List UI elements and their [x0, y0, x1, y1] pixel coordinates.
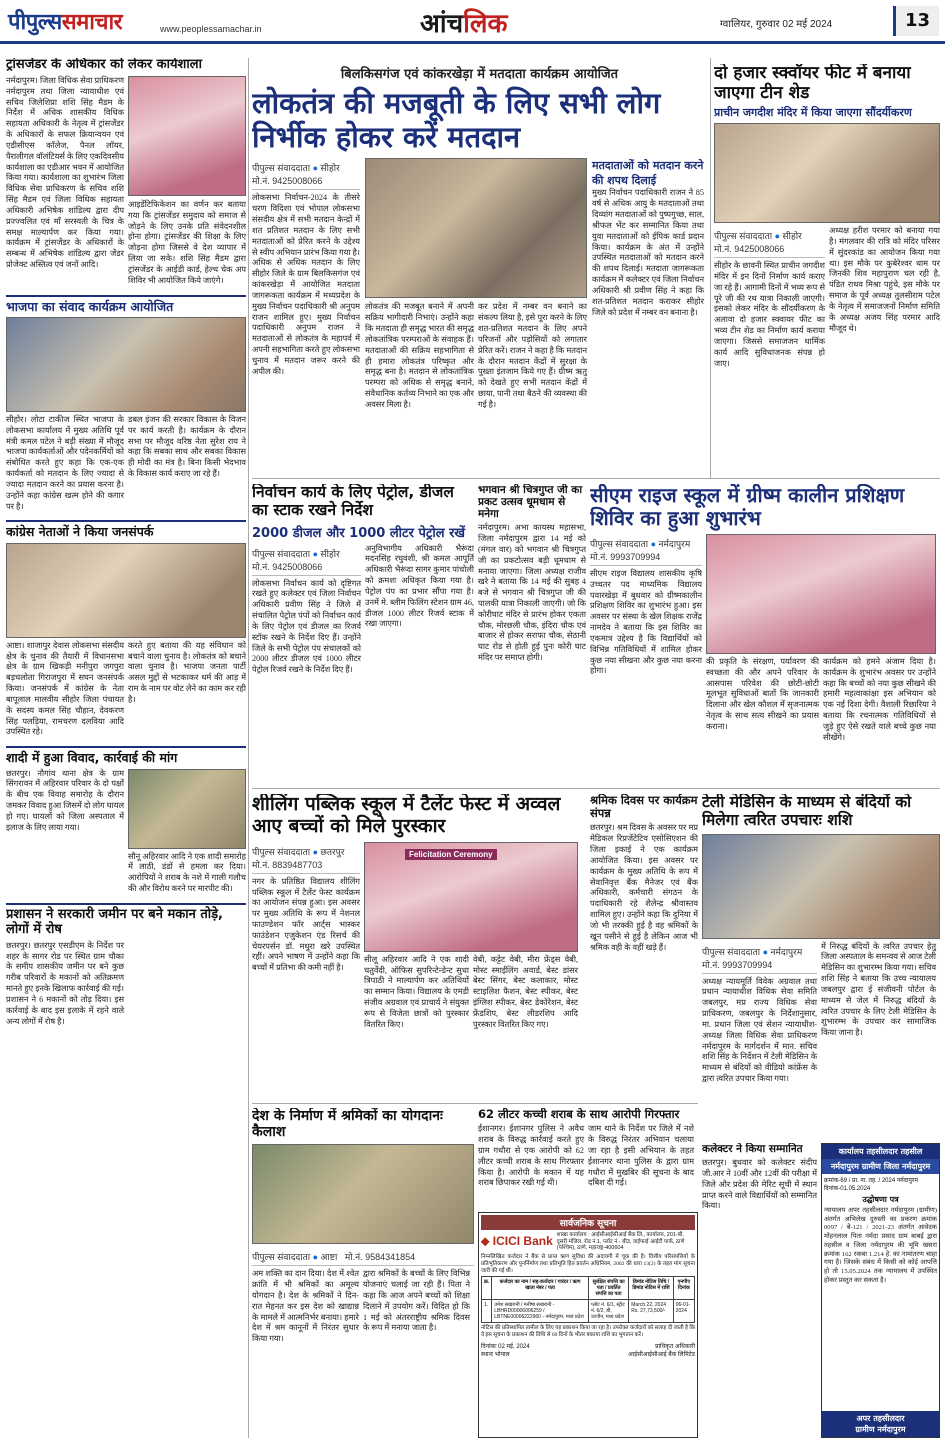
tehsil-title-b: नर्मदापुरम ग्रामीण जिला नर्मदापुरम [822, 1159, 939, 1174]
bank-place: स्थानः भोपाल [481, 1352, 510, 1359]
telemedicine-byline: पीपुल्स संवाददाता ● नर्मदापुरम मो.नं. 9993709994 [702, 942, 817, 974]
cm-rise-story [590, 484, 940, 784]
congress-text-cont: करते हुए बताया की यह संविधान को बचाने वाला चुनाव है। लोकतंत्र को बचाने वाला चुनाव है। भाजपा जनता पार्टी असल मुद्दों से भटकाकर धर्म की आड़ में राम के नाम पर वोट लेने का काम कर रही है। [128, 640, 246, 704]
tin-shed-story [714, 64, 940, 474]
workers-photo [252, 1144, 474, 1244]
liquor-headline: 62 लीटर कच्ची शराब के साथ आरोपी गिरफ्तार [478, 1108, 680, 1121]
labour-day-headline: श्रमिक दिवस पर कार्यक्रम संपन्न [590, 794, 698, 821]
lead-side-headline: मतदाताओं को मतदान करने की शपथ दिलाई [592, 159, 704, 188]
tin-shed-photo [714, 123, 940, 223]
bank-col-property: सुरक्षित संपत्ति का पता / प्रवर्तित संपत्ति का पता [588, 1277, 628, 1300]
labour-day-story [590, 794, 698, 1099]
tehsil-signatory [822, 1411, 939, 1437]
bank-col-npa: एनपीए दिनांक [673, 1277, 694, 1300]
labour-day-text: छतरपुर। श्रम दिवस के अवसर पर मप्र मेडिकल रिप्रजेंटेटिव एसोसिएशन की जिला इकाई ने एक कार्यक्रम आयोजित किया। इस अवसर पर कार्यक्रम के मुख्य अतिथि के रूप में सेवानिवृत्त बैंक मैनेजर एवं बैंक अधिकारी, कर्मचारी संगठन के पदाधिकारी रहे शैलेन्द्र श्रीवास्तव शामिल हुए। उन्होंने कहा कि दुनिया में जो भी तरक्की हुई है वह श्रमिकों के खून पसीने से हुई है लेकिन आज भी श्रमिक वही के वहीं खड़े हैं। [590, 823, 698, 952]
website-url[interactable]: www.peoplessamachar.in [160, 24, 262, 34]
workers-text-a: अम शक्ति का दान दिया। देश में श्वेत क्रांति में भी श्रमिकों का अमूल्य योगदान है। देश के श्रमिकों ने दिन-रात मेहनत कर इस देश को खाद्यान्न के मामले में आत्मनिर्भर बनाया। हमारे देश में श्रम कानूनों में निरंतर सुधार किया गया। [252, 1269, 359, 1344]
bank-row-property: प्लॉट नं. 6/1, स्ट्रीट नं. 6/2, बी, उज्जैन, मध्य प्रदेश [588, 1300, 628, 1323]
cm-rise-byline: पीपुल्स संवाददाता ● नर्मदापुरम मो.नं. 9993709994 [590, 534, 702, 566]
liquor-arrest-story [478, 1108, 698, 1208]
bank-intro: निम्नलिखित कर्जदार ने बैंक से प्राप्त ऋण सुविधा की अदायगी में चूक की है। वित्तीय परिसंपत्तियों के प्रतिभूतिकरण और पुनर्निर्माण तथा प्रतिभूति हित प्रवर्तन अधिनियम, 2002 की धारा 13(2) के तहत मांग सूचना जारी की गई थी। [481, 1253, 695, 1274]
bank-row-demand: March 22, 2024 Rs. 27,73,500/- [629, 1300, 673, 1323]
transgender-text-cont: आइडेंटिफिकेशन का वर्णन कर बताया गया कि ट्रांसजेंडर समुदाय को समाज से जोड़ने के लिए उनके प्रति संवेदनशील होना होगा। ट्रांसजेंडर की शिक्षा के लिए जोड़ना होगा जिससे वे देश व्यापार में लिया जा सके। शशि सिंह मैडम द्वारा ट्रांसजेंडर के आईडी कार्ड, हेल्थ चेक अप शिविर भी आयोजित किये जाएंगे। [128, 199, 246, 285]
lead-text-c: कर प्रदेश में नम्बर वन बनाने का संकल्प लिया है, इसे पूरा करने के लिए शत-प्रतिशत मतदान के लिए अपने परिजनों और पड़ोसियों को लगातार प्रेरित करें। राजन ने कहा है कि मतदान के दौरान मतदान केंद्रों में सुरक्षा के पुख्ता इंतजाम किये गए हैं। ग्रीष्म ऋतु को देखते हुए सभी मतदान केंद्रों में छाया, पानी तथा बैठने की व्यवस्था की गई है। [478, 302, 587, 409]
shilling-headline: शीलिंग पब्लिक स्कूल में टैलेंट फेस्ट में अव्वल आए बच्चों को मिले पुरस्कार [252, 794, 561, 837]
lead-photo [365, 158, 587, 298]
bank-address: शाखा कार्यालय : आईसीआईसीआई बैंक लि., कार्यालय, 201-बी, दूसरी मंजिल, रोड नं.1, प्लॉट नं.- बी3, वाईफाई आईटी पार्क, ठाणे (पश्चिम), ठाणे, महाराष्ट्र-400604 [556, 1232, 685, 1252]
fuel-story [252, 484, 474, 784]
tin-shed-text-a: सीहोर के छावनी स्थित प्राचीन जगदीश मंदिर में इन दिनों निर्माण कार्य कराए जा रहे हैं। आगामी दिनों में भव्य रूप से पूरे जी की रथ यात्रा निकाली जाएगी। इसको लेकर मंदिर के सौंदर्यीकरण के अलावा दो हजार स्क्वायर फीट का भव्य टीन शेड का निर्माण कार्य कराया जाएगा। जिससे समाजजन धार्मिक कार्य आदि सुविधाजनक संपन्न हो जाए। [714, 261, 825, 368]
lead-text-a: लोकसभा निर्वाचन-2024 के तीसरे चरण विदिशा एवं भोपाल लोकसभा संसदीय क्षेत्र में सभी मतदान केन्द्रों में शत प्रतिशत मतदान के लिए सभी मतदाताओं को प्रेरित करने के उद्देश्य से स्वीप अभियान प्रारंभ किया गया है। अधिक से अधिक मतदान के लिए सीहोर जिले के ग्राम बिलकिसगंज एवं कांकरखेड़ा में आयोजित मतदाता जागरूकता कार्यक्रम में मध्यप्रदेश के मुख्य निर्वाचन पदाधिकारी श्री अनुपम राजन शामिल हुए। मुख्य निर्वाचन पदाधिकारी अनुपम राजन ने मतदाताओं से लोकतंत्र के महापर्व में अपनी सहभागिता करते हुए लोकसभा चुनाव में मतदान जरूर करने की अपील की। [252, 193, 360, 376]
wedding-dispute-headline: शादी में हुआ विवाद, कार्रवाई की मांग [6, 746, 246, 765]
bank-logo-icon: ⬥ [481, 1234, 490, 1249]
bank-notice [478, 1212, 698, 1438]
wedding-dispute-text-cont: सौनू अहिरवार आदि ने एक शादी समारोह में लाठी, डंडों से हमला कर दिया। आरोपियों ने शराब के नशे में गाली गलौच की और विरोध करने पर मारपीट की। [128, 851, 246, 894]
workers-text-b: द्वारा श्रमिकों के बच्चों के लिए विभिन्न योजनाएं चलाई जा रही हैं। पिता ने कहा कि आज अपने बच्चों को शिक्षा दिलाने में उपयोग करें। विदित हो कि 1 मई को अंतरराष्ट्रीय श्रमिक दिवस के रूप में मनाया जाता है। [363, 1269, 470, 1333]
shilling-school-story [252, 794, 582, 1099]
bank-row-sr: 1. [482, 1300, 492, 1323]
bank-signatory: प्राधिकृत अधिकारी [655, 1344, 695, 1351]
newspaper-logo[interactable] [8, 6, 122, 36]
tehsil-notice [821, 1143, 940, 1438]
fuel-subhead: 2000 डीजल और 1000 लीटर पेट्रोल रखें [252, 525, 466, 541]
tehsil-notice-title: उद्घोषणा पत्र [862, 1195, 899, 1204]
section-title-b: लिक [463, 9, 508, 39]
telemedicine-text-a: अध्यक्ष न्यायमूर्ति विवेक अग्रवाल तथा प्रधान न्यायाधीश विधिक सेवा समिति जबलपुर, मप्र राज्य विधिक सेवा प्राधिकरण, जबलपुर के निर्देशानुसार, मा. प्रधान जिला एवं सेशन न्यायाधीश-अध्यक्ष जिला विधिक सेवा प्राधिकरण नर्मदापुरम के मार्गदर्शन में मान. सचिव शशि सिंह के निर्देशन में टेली मेडिसिन के माध्यम से बंदियों को वीडियो कांफ्रेंस के द्वारा त्वरित उपचार किया गया। [702, 976, 817, 1084]
lead-story [252, 64, 707, 474]
shilling-photo [364, 842, 578, 952]
bank-notice-table [481, 1276, 695, 1323]
tehsil-sign-a: अपर तहसीलदार [856, 1414, 905, 1423]
tehsil-case: क्रमांक-69 / प्रा. ना. तह. / 2024 नर्मदापुरम दिनांक-01.05.2024 [824, 1178, 918, 1192]
lead-headline: लोकतंत्र की मजबूती के लिए सभी लोग निर्भीक होकर करें मतदान [252, 86, 661, 155]
cm-rise-text-a: सीएम राइज विद्यालय शासकीय कृषि उच्चतर पद माध्यमिक विद्यालय पवारखेड़ा में बुधवार को ग्रीष्मकालीन प्रशिक्षण शिविर का शुभारंभ हुआ। इस अवसर पर संस्था के खेल शिक्षक राजेंद्र नामदेव ने बताया कि इस शिविर का एकमात्र उद्देश्य है कि विद्यार्थियों को विभिन्न गतिविधियों में शामिल होकर कुछ नया सीखना और कुछ नया करना होगा। [590, 569, 702, 676]
shilling-byline: पीपुल्स संवाददाता ● छतरपुर मो.नं. 8839487703 [252, 842, 360, 874]
lead-text-b: लोकतंत्र की मजबूत बनाने में अपनी सक्रिय भागीदारी निभाएं। उन्होंने कहा कि मतदाता ही समृद्ध भारत की समृद्ध लोकतांत्रिक परम्पराओं के संवाहक हैं। मतदाताओं की सक्रिय सहभागिता से ही हमारा लोकतंत्र परिष्कृत और समृद्ध बना है। मतदान से लोकतांत्रिक परम्परा को अधिक से समृद्ध बनाने, संवैधानिक कर्तव्य निभाने का एक और अवसर मिला है। [365, 302, 474, 409]
chitragupt-headline: भगवान श्री चित्रगुप्त जी का प्रकट उत्सव धूमधाम से मनेगा [478, 484, 583, 521]
congress-headline: कांग्रेस नेताओं ने किया जनसंपर्क [6, 520, 246, 539]
tin-shed-headline: दो हजार स्क्वॉयर फीट में बनाया जाएगा टीन शेड [714, 64, 911, 103]
bank-signatory-org: आईसीआईसीआई बैंक लिमिटेड [628, 1352, 695, 1359]
tin-shed-text-b: अध्यक्ष हरीश परमार को बनाया गया है। मंगलवार की रात्रि को मंदिर परिसर में सुंदरकांड का आयोजन किया गया था। इस मौके पर कुबेरेश्वर धाम पर जिनकी शिव महापुराण चल रही है, पंडित राधव मिश्रा पहुंचे, इस मौके पर समाज के पूर्व अध्यक्ष तुलसीराम पटेल के नेतृत्व में समाजजनों निर्माण समिति के अध्यक्ष अजय सिंह परमार आदि मौजूद थे। [829, 226, 940, 333]
shilling-text-b: सीलू अहिरवार आदि ने एक शादी चतुर्वेदी, ऑफिस सुपरिन्टेन्डेन्ट सुधा त्रिपाठी ने माल्यार्पण कर अतिथियों का सम्मान किया। विद्यालय के एमडी संजीव अग्रवाल एवं प्राचार्य ने संयुक्त रूप से विजेता छात्रों को पुरस्कार वितरित किए। [364, 954, 469, 1029]
collector-text: छतरपुर। बुधवार को कलेक्टर संदीप जी.आर ने 10वीं और 12वीं की परीक्षा में जिले और प्रदेश की मेरिट सूची में स्थान प्राप्त करने वाले विद्यार्थियों को सम्मानित किया। [702, 1158, 817, 1211]
transgender-headline: ट्रांसजेंडर के अधिकार को लेकर कार्यशाला [6, 58, 202, 72]
logo-part-b: समाचार [61, 10, 123, 35]
bank-footer: नोटिस की प्रतिस्थापित तामील के लिए यह प्रकाशन किया जा रहा है। उपरोक्त कर्जदारों को सलाह दी जाती है कि वे इस सूचना के प्रकाशन की तिथि से 60 दिनों के भीतर बकाया राशि का भुगतान करें। [481, 1325, 695, 1339]
bjp-text-cont: डबल इंजन की सरकार विकास के विजन पर कार्य करती है। कार्यक्रम के दौरान सभा पर मौजूद वरिष्ठ नेता सुरेश राय ने कहा कि सबका साथ और सबका विकास ही मोदी का मंत्र है। बिना किसी भेदभाव के विकास कार्य कराए जा रहे हैं। [128, 414, 246, 479]
bank-col-sr: क्र. [482, 1277, 492, 1300]
congress-photo [6, 543, 246, 638]
bank-date: दिनांकः 02 मई, 2024 [481, 1344, 530, 1351]
lead-kicker: बिलकिसगंज एवं कांकरखेड़ा में मतदाता कार्यक्रम आयोजित [340, 67, 619, 82]
fuel-text-b: अनुविभागीय अधिकारी भैरूंदा मदनसिंह रघुवंशी, श्री कमल आपूर्ति अधिकारी भैरूंदा सागर कुमार पांचोली को क्रमशः अधिकृत किया गया है। पेट्रोल पंप का प्रभार सौंपा गया है। उनमें मे. ब्लीम फिलिंग स्टेशन ग्राम 46, डीजल 1000 लीटर रिजर्व स्टाक में रखा जाएगा। [365, 543, 474, 629]
tehsil-text: न्यायालय अपर तहसीलदार नर्मदापुरम (ग्रामीण) अंतर्गत अभिलेख दुरुस्ती का प्रकरण क्रमांक 0097 / बे-121 / 2021-23 अंतर्गत आवेदक मोहनलाल पिता नर्मदा प्रसाद ग्राम बाबई द्वारा तहसील व जिला नर्मदापुरम की भूमि खसरा क्रमांक 162 रकबा 1.214 हे. का नामांतरण चाहा गया है। जिसके संबंध में किसी को कोई आपत्ति हो तो 15.05.2024 तक न्यायालय में उपस्थित होकर प्रस्तुत कर सकता है। [824, 1207, 937, 1284]
chitragupt-text: नर्मदापुरम। अभा कायस्थ महासभा, जिला नर्मदापुरम द्वारा 14 मई को (मंगल वार) को भगवान श्री चित्रगुप्त जी का प्रकटोत्सव बड़ी धूमधाम से मनाया जाएगा। जिला अध्यक्ष राजीव खरे ने बताया कि 14 मई की सुबह 4 बजे से भगवान श्री चित्रगुप्त जी की पालकी यात्रा निकाली जाएगी। जो कि कोरीघाट मंदिर से प्रारंभ होकर एकता चौक, मोरछली चौक, इंदिरा चौक एवं बाजार से होकर सराफा चौक, सेठानी घाट रोड से होती हुई पुनः कोरी घाट मंदिर पर समाप्त होगी। [478, 523, 586, 663]
left-column [6, 58, 246, 1438]
section-title [420, 4, 507, 40]
chitragupt-story [478, 484, 586, 784]
telemedicine-story [702, 794, 940, 1139]
bank-col-name: कर्जदार का नाम / सह-कर्जदार / गारंटर / ऋण खाता नंबर / पता [492, 1277, 589, 1300]
fuel-headline: निर्वाचन कार्य के लिए पेट्रोल, डीजल का स्टाक रखने निर्देश [252, 484, 454, 519]
logo-part-a: पीपुल्स [8, 10, 62, 35]
cm-rise-headline: सीएम राइज स्कूल में ग्रीष्म कालीन प्रशिक्षण शिविर का हुआ शुभारंभ [590, 484, 905, 530]
congress-text: आष्टा। शाजापुर देवास लोकसभा संसदीय क्षेत्र के चुनाव की तैयारी में विधानसभा क्षेत्र के ग्राम खिकड़ी मनीपुरा जगपुरा बड़चलोता गिराजपुरा में सघन जनसंपर्क किया। जनसंपर्क में कांग्रेस के नेता बापूलाल मालवीय सीहोर जिला पंचायत के सदस्य कमल सिंह चौहान, देवकरण सिंह पलड़िया, रामचरण दलविया आदि उपस्थित रहे। [6, 640, 124, 737]
cm-rise-photo [706, 534, 936, 654]
transgender-text: नर्मदापुरम। जिला विधिक सेवा प्राधिकरण नर्मदापुरम तथा जिला न्यायाधीश एवं सचिव जिलेशिप्रा शशि सिंह मैडम के निर्देश में अधिक शासकीय विधिक सहायता अधिकारी के नेतृत्व में ट्रांसजेंडर के अधिकारों के सफल क्रियान्वयन एवं एडीसीएस कॉलेज, पैनल लॉयर, पैरालीगल वॉलंटियर्स के लिए एकदिवसीय कार्यशाला का एडीआर भवन में आयोजित किया गया। कार्यशाला का शुभारंभ जिला विधिक सेवा प्राधिकरण के सचिव शशि सिंह मैडम एवं जिला विधिक सहायता अधिकारी अभिषेक शांडिल्य द्वारा दीप प्रज्ज्वलित एवं माँ सरस्वती के चित्र के समक्ष माल्यार्पण कर किया गया। कार्यक्रम में ट्रांसजेंडर के अधिकारों के सम्बन्ध में अभिषेक शांडिल्य द्वारा जेंडर प्रोजेक्ट अस्तित्व एवं जनों आदि। [6, 75, 124, 270]
wedding-dispute-photo [128, 769, 246, 849]
demolition-text: छतरपुर। छतरपुर एसडीएम के निर्देश पर शहर के सागर रोड पर स्थित ग्राम चौका के समीप शासकीय जमीन पर बने कुछ गरीब परिवारों के मकानों को अतिक्रमण मानते हुए इनके खिलाफ कार्रवाई की गई। प्रशासन ने 6 मकानों को तोड़ दिया। इस कार्रवाई के बाद इस इलाके में रहने वाले अन्य लोगों में रोष है। [6, 940, 124, 1026]
bank-notice-label: सार्वजनिक सूचना [481, 1215, 695, 1230]
telemedicine-photo [702, 834, 940, 939]
section-title-a: आंच [420, 9, 464, 39]
tehsil-title-a: कार्यालय तहसीलदार तहसील [822, 1144, 939, 1159]
liquor-text-b: जाम थाने के निर्देश पर जिले में नशे के विरुद्ध निरंतर अभियान चलाया जा रहा है इसी अभियान के तहत ईशानगर थाना पुलिस के द्वारा ग्राम गधौरा में मुखबिर की सूचना के बाद दबिश दी गई। [588, 1124, 694, 1188]
lead-byline: पीपुल्स संवाददाता ● सीहोर मो.नं. 9425008066 [252, 158, 360, 190]
bank-row-name: उमेश सखरानी / मनीषा सखरानी - LBHRD00006006259 / LBTNE00006222960 - नर्मदापुरम, मध्य प्रदेश [492, 1300, 589, 1323]
demolition-headline: प्रशासन ने सरकारी जमीन पर बने मकान तोड़े, लोगों में रोष [6, 903, 246, 938]
bjp-headline: भाजपा का संवाद कार्यक्रम आयोजित [6, 295, 246, 314]
page-number: 13 [893, 6, 939, 36]
liquor-text-a: ईशानगर। ईशानगर पुलिस ने अवैध शराब के विरुद्ध कार्रवाई करते हुए ग्राम गधौरा से एक आरोपी को 62 लीटर कच्ची शराब के साथ गिरफ्तार किया है। आरोपी के मकान में यह शराब छिपाकर रखी गई थी। [478, 1124, 584, 1188]
collector-headline: कलेक्टर ने किया सम्मानित [702, 1143, 803, 1155]
cm-rise-text-b: की प्रकृति के संरक्षण, पर्यावरण की स्वच्छता की और अपने परिवार के आसपास परिवेश की छोटी-छोटी मूलभूत सुविधाओं बातों कि जानकारी दिलाना और खेल कौशल में सृजनात्मक नेतृत्व के साथ सत्य सीखने का प्रयास कराना। [706, 657, 819, 731]
bjp-photo [6, 317, 246, 412]
bank-name: ICICI Bank [492, 1234, 553, 1249]
shilling-text-a: नगर के प्रतिष्ठित विद्यालय शीलिंग पब्लिक स्कूल में टैलेंट फेस्ट कार्यक्रम का आयोजन संपन्न हुआ। इस अवसर पर मुख्य अतिथि के रूप में नेशनल फाउण्डेशन फॉर आर्ट्स भास्कर फाउंडेशन एजुकेशन एंड रिसर्च की चेयरपर्सन डॉ. मधुरा खरे उपस्थित रहीं। अपने भाषण में उन्होंने कहा कि बच्चों में प्रतिभा की कमी नहीं है। [252, 876, 360, 973]
workers-contribution-story [252, 1108, 474, 1438]
workers-byline: पीपुल्स संवाददाता ● आष्टा मो.नं. 9584341854 [252, 1247, 474, 1266]
shilling-text-c: वेबी, कट्टेट वेबी, मीरा फ्रेंड्स वेबी, मोस्ट स्माईलिंग अवार्ड, बेस्ट डांसर बेस्ट सिंगर, बेस्ट कलाकार, मोस्ट स्टाइलिश फैशन, बेस्ट स्पीकर, बेस्ट इंग्लिश स्पीकर, बेस्ट डेकोरेशन, बेस्ट फ्रेंडशिप, बेस्ट लीडरशिप आदि पुरस्कार वितरित किए गए। [473, 954, 578, 1029]
collector-story [702, 1143, 817, 1283]
bank-row-npa: 06-01-2024 [673, 1300, 694, 1323]
cm-rise-text-c: कार्यक्रम को हमने अंजाम दिया है। कार्यक्रम के शुभारंभ अवसर पर उन्होंने कहा कि बच्चों को नया कुछ सीखने की हमारी महत्वाकांक्षा इस अभियान को एक नई दिशा देगी। वैशाली रिछारिया ने बताया कि रचनात्मक गतिविधियों से जुड़े हुए ऐसे रखते वाले बच्चे कुछ नया सीखेंगे। [823, 657, 936, 742]
fuel-byline: पीपुल्स संवाददाता ● सीहोर मो.नं. 9425008066 [252, 544, 361, 576]
bank-col-demand: डिमांड नोटिस तिथि / डिमांड नोटिस में राशि [629, 1277, 673, 1300]
tehsil-sign-b: ग्रामीण नर्मदापुरम [855, 1425, 906, 1434]
shilling-photo-banner: Felicitation Ceremony [405, 849, 497, 860]
tin-shed-subhead: प्राचीन जगदीश मंदिर में किया जाएगा सौंदर्यीकरण [714, 106, 912, 120]
bjp-text: सीहोर। लोटा टाकीज स्थित भाजपा के लोकसभा कार्यालय में मुख्य अतिथि पूर्व मंत्री कमल पटेल ने बड़ी संख्या में मौजूद भाजपा कार्यकर्ताओं और पदेनकर्मियों को संबोधित करते हुए कहा कि एक-एक कार्यकर्ता को मतदान के लिए ज्यादा से ज्यादा मतदान करने का प्रयास करना है। उन्होंने कहा कांग्रेस खत्म होने की कगार पर है। [6, 414, 124, 511]
fuel-text-a: लोकसभा निर्वाचन कार्य को दृष्टिगत रखते हुए कलेक्टर एवं जिला निर्वाचन अधिकारी प्रवीण सिंह ने जिले में संचालित पेट्रोल पंपों को निर्वाचन कार्य के लिए पेट्रोल एवं डीजल का रिजर्व स्टॉक रखने के निर्देश दिए हैं। उन्होंने जिले के सभी पेट्रोल पंप संचालकों को 2000 लीटर डीजल एवं 1000 लीटर पेट्रोल रिजर्व रखने के निर्देश दिए हैं। [252, 578, 361, 675]
telemedicine-headline: टेली मेडिसिन के माध्यम से बंदियों को मिलेगा त्वरित उपचारः शशि [702, 794, 912, 829]
table-row [482, 1300, 695, 1323]
dateline: ग्वालियर, गुरुवार 02 मई 2024 [720, 19, 833, 30]
wedding-dispute-text: छतरपुर। नौगांव थाना क्षेत्र के ग्राम सिंगरावन में अहिरवार परिवार के दो पक्षों के बीच एक विवाह समारोह के दौरान जमकर विवाद हुआ जिसमें दो लोग घायल हो गए। घायलों को जिला अस्पताल में इलाज के लिए लाया गया। [6, 768, 124, 832]
masthead [0, 0, 945, 44]
workers-headline: देश के निर्माण में श्रमिकों का योगदानः कैलाश [252, 1108, 443, 1141]
bank-logo [481, 1234, 553, 1249]
lead-side-text: मुख्य निर्वाचन पदाधिकारी राजन ने 85 वर्ष से अधिक आयु के मतदाताओं तथा दिव्यांग मतदाताओं को पुष्पगुच्छ, साल, श्रीफल भेंट कर सम्मानित किया तथा युवा मतदाताओं को ईपिक कार्ड प्रदान किया। कार्यक्रम के अंत में उन्होंने उपस्थित मतदाताओं को मतदान करने की शपथ दिलाई। मतदाता जागरूकता कार्यक्रम में कलेक्टर एवं जिला निर्वाचन अधिकारी श्री प्रवीण सिंह ने कहा कि शत-प्रतिशत मतदान कराकर सीहोर जिले को प्रदेश में नम्बर वन बनाना है। [592, 188, 704, 317]
tin-shed-byline: पीपुल्स संवाददाता ● सीहोर मो.नं. 9425008066 [714, 226, 825, 258]
transgender-photo [128, 76, 246, 196]
telemedicine-text-b: में निरुद्ध बंदियों के त्वरित उपचार हेतु जिला अस्पताल के समन्वय से आज टेली मेडिसिन का शुभारम्भ किया गया। सचिव शशि सिंह ने बताया कि उच्च न्यायालय जबलपुर द्वारा ई संजीवनी पोर्टल के माध्यम से जेल में निरुद्ध बंदियों के त्वरित उपचार के लिए टेली मेडिसिन के शुभारम्भ के उपचार कर सामाजिक किया जाना है। [821, 941, 936, 1038]
